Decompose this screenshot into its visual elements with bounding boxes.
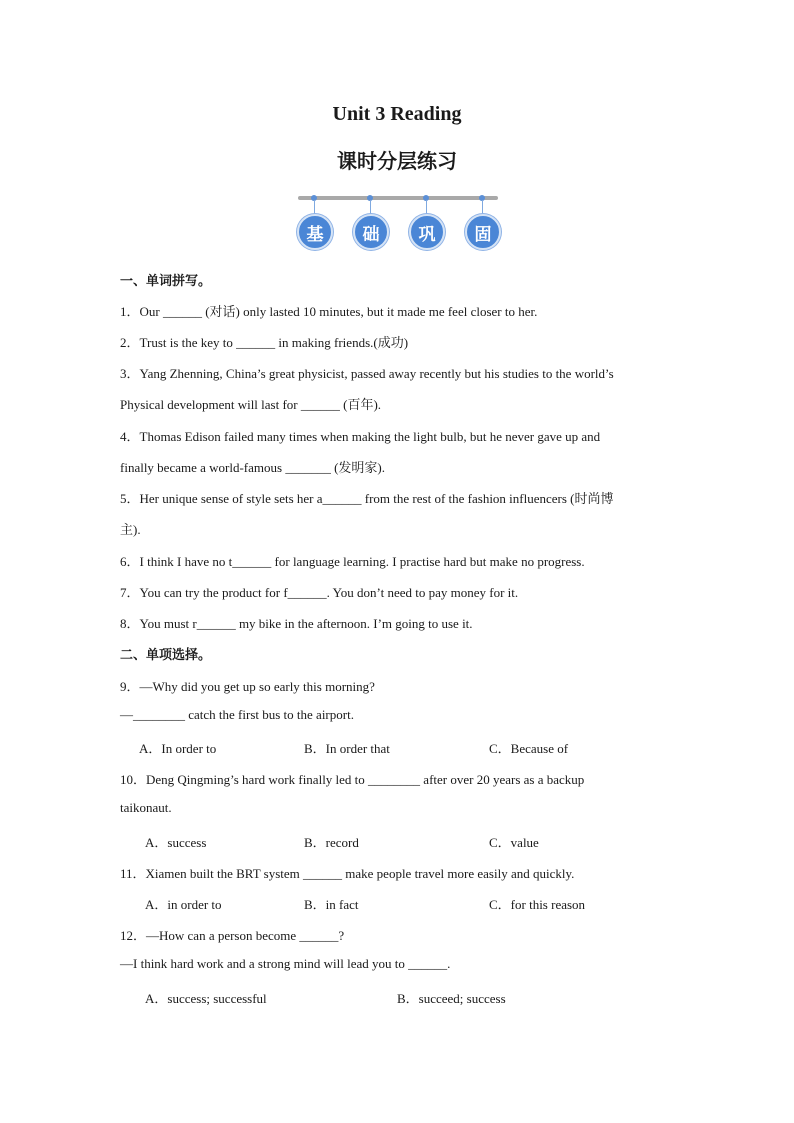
question-line: 4．Thomas Edison failed many times when making the light bulb, but he never gave up and [120, 429, 601, 444]
option-a: A．in order to [145, 897, 222, 912]
option-a: A．In order to [139, 741, 217, 756]
banner-stem [482, 200, 483, 214]
basic-consolidation-banner [296, 194, 500, 252]
question-line: 8．You must r______ my bike in the afternoon. I’m going to use it. [120, 616, 473, 631]
banner-char-circle: 巩 [409, 214, 445, 250]
banner-char-circle: 基 [297, 214, 333, 250]
section-heading-spelling: 一、单词拼写。 [120, 274, 212, 289]
question-line: 6．I think I have no t______ for language learning. I practise hard but make no progress. [120, 554, 585, 569]
banner-bar [298, 196, 498, 200]
question-line: 主). [120, 522, 141, 537]
option-b: B．record [304, 835, 359, 850]
banner-stem [370, 200, 371, 214]
option-a: A．success; successful [145, 991, 267, 1006]
question-line: 2．Trust is the key to ______ in making friends.(成功) [120, 335, 409, 350]
question-line: 1．Our ______ (对话) only lasted 10 minutes, but it made me feel closer to her. [120, 304, 538, 319]
question-line: 3．Yang Zhenning, China’s great physicist, passed away recently but his studies to the world’s [120, 366, 614, 381]
question-line: Physical development will last for ______ (百年). [120, 397, 382, 412]
question-stem: 11．Xiamen built the BRT system ______ make people travel more easily and quickly. [120, 866, 575, 881]
option-a: A．success [145, 835, 207, 850]
option-c: C．value [489, 835, 539, 850]
question-stem: 9．—Why did you get up so early this morning? [120, 679, 375, 694]
page-title: Unit 3 Reading [332, 103, 462, 125]
option-b: B．In order that [304, 741, 390, 756]
banner-char-circle: 础 [353, 214, 389, 250]
banner-stem [426, 200, 427, 214]
question-line: 5．Her unique sense of style sets her a______ from the rest of the fashion influencers (时尚博 [120, 491, 614, 506]
question-stem: 10．Deng Qingming’s hard work finally led to ________ after over 20 years as a backup [120, 772, 585, 787]
banner-char-circle: 固 [465, 214, 501, 250]
option-b: B．succeed; success [397, 991, 506, 1006]
option-b: B．in fact [304, 897, 359, 912]
option-c: C．for this reason [489, 897, 586, 912]
page-subtitle: 课时分层练习 [337, 149, 457, 173]
question-stem: 12．—How can a person become ______? [120, 928, 345, 943]
option-c: C．Because of [489, 741, 569, 756]
question-line: finally became a world-famous _______ (发明家). [120, 460, 385, 475]
question-line: 7．You can try the product for f______. You don’t need to pay money for it. [120, 585, 519, 600]
section-heading-choice: 二、单项选择。 [120, 648, 212, 663]
question-answer-line: —I think hard work and a strong mind will lead you to ______. [120, 956, 451, 971]
question-answer-line: —________ catch the first bus to the airport. [120, 707, 354, 722]
question-stem-cont: taikonaut. [120, 800, 172, 815]
banner-stem [314, 200, 315, 214]
